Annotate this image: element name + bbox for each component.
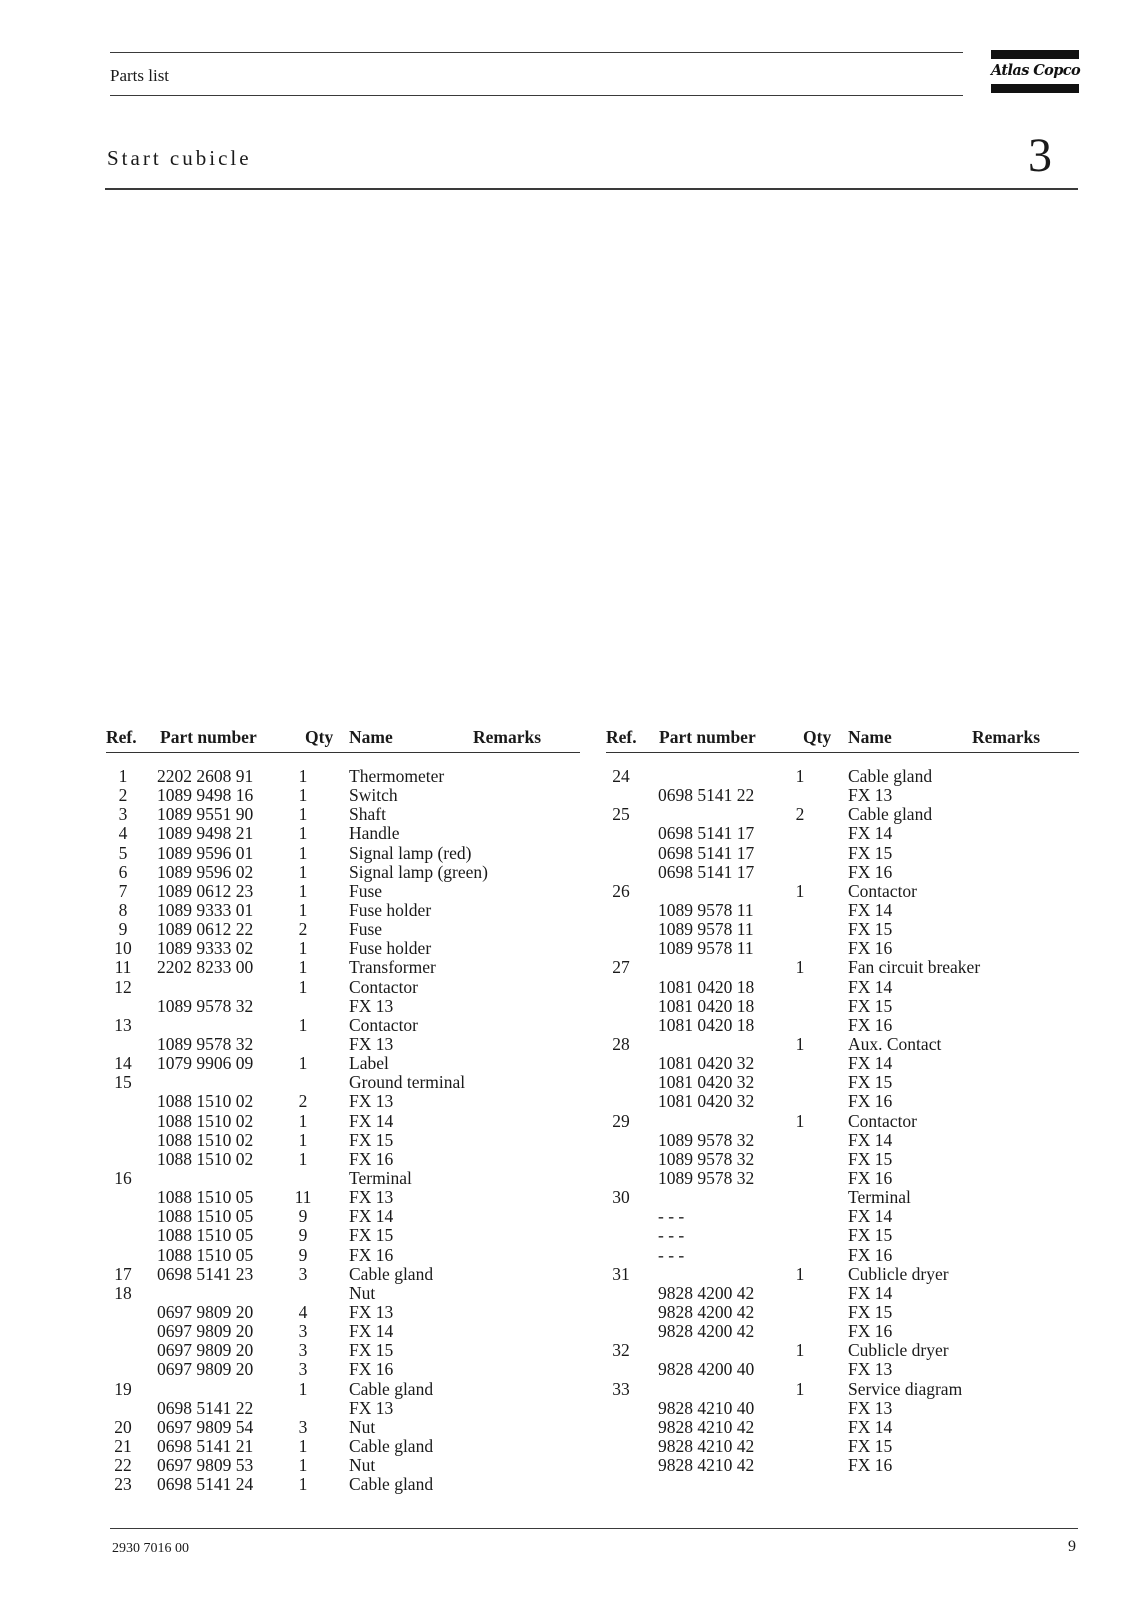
cell-part-number: 9828 4210 42 (658, 1435, 755, 1456)
cell-part-number: 0698 5141 22 (658, 785, 755, 806)
cell-name: FX 14 (848, 1206, 893, 1227)
cell-name: Cable gland (848, 804, 933, 825)
cell-part-number: 9828 4210 40 (658, 1397, 755, 1418)
cell-name: FX 16 (848, 1014, 893, 1035)
cell-part-number: 9828 4200 42 (658, 1321, 755, 1342)
cell-name: Contactor (848, 880, 918, 901)
header-ref: Ref. (106, 727, 137, 747)
cell-name: Nut (349, 1416, 376, 1437)
cell-part-number: 0698 5141 24 (157, 1474, 254, 1495)
cell-part-number: 1089 9498 21 (157, 823, 254, 844)
cell-ref: 17 (114, 1263, 132, 1284)
cell-name: Signal lamp (green) (349, 861, 488, 882)
cell-ref: 27 (612, 957, 630, 978)
cell-qty: 1 (795, 766, 805, 786)
header-remarks: Remarks (972, 727, 1041, 747)
cell-part-number: - - - (658, 1225, 685, 1246)
cell-qty: 3 (298, 1359, 308, 1380)
cell-name: Terminal (349, 1167, 412, 1188)
cell-qty: 1 (298, 1053, 308, 1074)
logo-top-bar (991, 50, 1079, 59)
header-name: Name (848, 727, 892, 747)
cell-name: FX 14 (848, 976, 893, 997)
cell-name: Fuse (349, 880, 383, 901)
cell-ref: 20 (114, 1416, 132, 1437)
cell-name: Thermometer (349, 766, 445, 786)
cell-qty: 1 (795, 1263, 805, 1284)
cell-ref: 11 (114, 957, 132, 978)
cell-qty: 3 (298, 1340, 308, 1361)
cell-qty: 1 (298, 899, 308, 920)
cell-name: FX 15 (848, 919, 893, 940)
cell-part-number: 1088 1510 02 (157, 1091, 254, 1112)
cell-qty: 1 (298, 842, 308, 863)
cell-qty: 1 (298, 957, 308, 978)
cell-name: FX 15 (848, 995, 893, 1016)
cell-ref: 18 (114, 1282, 132, 1303)
section-number: 3 (1028, 129, 1052, 182)
cell-name: FX 15 (848, 1225, 893, 1246)
cell-name: Transformer (349, 957, 436, 978)
cell-qty: 1 (298, 1455, 308, 1476)
cell-qty: 1 (298, 785, 308, 806)
cell-name: Contactor (848, 1110, 918, 1131)
cell-part-number: 1089 9578 32 (658, 1148, 755, 1169)
cell-part-number: 1088 1510 02 (157, 1148, 254, 1169)
cell-ref: 2 (118, 785, 128, 806)
cell-ref: 5 (118, 842, 128, 863)
cell-part-number: 1089 0612 23 (157, 880, 254, 901)
cell-name: FX 14 (848, 1053, 893, 1074)
cell-qty: 1 (298, 1435, 308, 1456)
cell-name: Fan circuit breaker (848, 957, 981, 978)
cell-name: FX 14 (349, 1321, 394, 1342)
table-header-rule (106, 752, 580, 753)
cell-qty: 1 (298, 1474, 308, 1495)
cell-name: Aux. Contact (848, 1033, 942, 1054)
table-header (106, 727, 580, 755)
cell-ref: 7 (118, 880, 128, 901)
cell-part-number: 1088 1510 02 (157, 1129, 254, 1150)
cell-name: Cublicle dryer (848, 1263, 949, 1284)
cell-ref: 21 (114, 1435, 132, 1456)
cell-ref: 31 (612, 1263, 630, 1284)
cell-name: Signal lamp (red) (349, 842, 472, 863)
parts-table-left (106, 727, 580, 1495)
cell-part-number: 1081 0420 18 (658, 995, 755, 1016)
cell-part-number: 1081 0420 18 (658, 976, 755, 997)
cell-name: Fuse holder (349, 938, 432, 959)
cell-part-number: 1081 0420 18 (658, 1014, 755, 1035)
cell-qty: 11 (294, 1187, 312, 1208)
cell-ref: 1 (118, 766, 128, 786)
header-bottom-rule (110, 95, 963, 96)
cell-part-number: 1081 0420 32 (658, 1053, 755, 1074)
cell-ref: 24 (612, 766, 630, 786)
cell-qty: 2 (298, 1091, 308, 1112)
cell-name: FX 13 (349, 1033, 394, 1054)
cell-ref: 28 (612, 1033, 630, 1054)
cell-name: Terminal (848, 1187, 911, 1208)
cell-part-number: 1089 9551 90 (157, 804, 254, 825)
cell-part-number: 9828 4210 42 (658, 1416, 755, 1437)
cell-name: Cublicle dryer (848, 1340, 949, 1361)
cell-name: FX 13 (349, 1091, 394, 1112)
cell-name: Switch (349, 785, 398, 806)
cell-name: FX 16 (848, 1244, 893, 1265)
cell-name: Cable gland (349, 1378, 434, 1399)
header-part-number: Part number (160, 727, 257, 747)
cell-part-number: 1089 9578 32 (157, 995, 254, 1016)
cell-qty: 1 (298, 823, 308, 844)
cell-part-number: 0698 5141 17 (658, 861, 755, 882)
cell-part-number: 0697 9809 20 (157, 1321, 254, 1342)
cell-part-number: 1089 9578 11 (658, 938, 754, 959)
cell-qty: 1 (298, 976, 308, 997)
cell-qty: 2 (298, 919, 308, 940)
cell-part-number: 0697 9809 54 (157, 1416, 254, 1437)
header-qty: Qty (305, 727, 334, 747)
cell-name: FX 14 (349, 1110, 394, 1131)
cell-part-number: 1089 9578 32 (157, 1033, 254, 1054)
cell-ref: 22 (114, 1455, 132, 1476)
cell-part-number: 9828 4200 42 (658, 1282, 755, 1303)
cell-name: FX 15 (848, 1435, 893, 1456)
cell-qty: 1 (795, 957, 805, 978)
cell-name: Nut (349, 1282, 376, 1303)
cell-ref: 30 (612, 1187, 630, 1208)
cell-name: Contactor (349, 1014, 419, 1035)
cell-part-number: 1089 9333 01 (157, 899, 254, 920)
cell-qty: 1 (298, 1378, 308, 1399)
cell-part-number: 1089 9596 02 (157, 861, 254, 882)
cell-ref: 13 (114, 1014, 132, 1035)
cell-ref: 14 (114, 1053, 132, 1074)
cell-part-number: 0698 5141 17 (658, 823, 755, 844)
cell-qty: 3 (298, 1263, 308, 1284)
cell-part-number: 1089 9333 02 (157, 938, 254, 959)
header-part-number: Part number (659, 727, 756, 747)
cell-qty: 2 (795, 804, 805, 825)
cell-qty: 9 (298, 1225, 308, 1246)
document-number: 2930 7016 00 (112, 1541, 189, 1556)
cell-part-number: 1088 1510 05 (157, 1206, 254, 1227)
cell-name: FX 15 (848, 1148, 893, 1169)
cell-qty: 1 (298, 938, 308, 959)
cell-part-number: 1088 1510 02 (157, 1110, 254, 1131)
cell-name: Fuse holder (349, 899, 432, 920)
parts-table-right (606, 727, 1079, 1476)
cell-qty: 1 (298, 1148, 308, 1169)
cell-part-number: 9828 4200 40 (658, 1359, 755, 1380)
cell-part-number: 0697 9809 53 (157, 1455, 254, 1476)
cell-part-number: - - - (658, 1244, 685, 1265)
cell-part-number: 1089 9498 16 (157, 785, 254, 806)
cell-name: FX 15 (349, 1225, 394, 1246)
cell-name: FX 13 (349, 1187, 394, 1208)
cell-name: FX 16 (848, 1091, 893, 1112)
cell-part-number: 1089 9578 11 (658, 899, 754, 920)
cell-qty: 1 (298, 1110, 308, 1131)
cell-ref: 16 (114, 1167, 132, 1188)
logo-bottom-bar (991, 84, 1079, 93)
cell-ref: 3 (118, 804, 128, 825)
cell-name: FX 13 (848, 1359, 893, 1380)
cell-part-number: 0697 9809 20 (157, 1340, 254, 1361)
cell-name: FX 15 (848, 1072, 893, 1093)
cell-ref: 23 (114, 1474, 132, 1495)
cell-name: FX 14 (848, 1416, 893, 1437)
cell-name: FX 16 (848, 861, 893, 882)
cell-name: FX 15 (349, 1340, 394, 1361)
cell-part-number: 1089 0612 22 (157, 919, 254, 940)
header-top-rule (110, 52, 963, 53)
section-title: Start cubicle (107, 146, 252, 170)
header-name: Name (349, 727, 393, 747)
cell-name: FX 16 (848, 938, 893, 959)
cell-qty: 1 (795, 880, 805, 901)
footer-rule (110, 1528, 1078, 1529)
cell-name: FX 14 (848, 823, 893, 844)
cell-part-number: 1089 9578 11 (658, 919, 754, 940)
header-ref: Ref. (606, 727, 637, 747)
cell-part-number: 1089 9596 01 (157, 842, 254, 863)
cell-qty: 1 (795, 1033, 805, 1054)
cell-part-number: 2202 8233 00 (157, 957, 254, 978)
cell-part-number: 9828 4210 42 (658, 1455, 755, 1476)
cell-ref: 9 (118, 919, 128, 940)
cell-name: Contactor (349, 976, 419, 997)
cell-part-number: 0698 5141 22 (157, 1397, 254, 1418)
cell-name: FX 14 (848, 1282, 893, 1303)
cell-name: FX 16 (848, 1321, 893, 1342)
cell-qty: 3 (298, 1321, 308, 1342)
cell-qty: 1 (298, 861, 308, 882)
cell-name: Ground terminal (349, 1072, 466, 1093)
cell-name: FX 13 (848, 1397, 893, 1418)
cell-qty: 1 (298, 804, 308, 825)
cell-ref: 25 (612, 804, 630, 825)
cell-ref: 10 (114, 938, 132, 959)
cell-ref: 6 (118, 861, 128, 882)
cell-name: FX 15 (848, 842, 893, 863)
cell-ref: 15 (114, 1072, 132, 1093)
cell-part-number: 1089 9578 32 (658, 1167, 755, 1188)
cell-name: FX 13 (349, 1397, 394, 1418)
header-qty: Qty (803, 727, 832, 747)
cell-part-number: 1088 1510 05 (157, 1225, 254, 1246)
cell-qty: 1 (795, 1378, 805, 1399)
cell-name: FX 14 (848, 899, 893, 920)
cell-part-number: 2202 2608 91 (157, 766, 254, 786)
cell-ref: 4 (118, 823, 128, 844)
cell-ref: 12 (114, 976, 132, 997)
cell-name: Fuse (349, 919, 383, 940)
cell-qty: 4 (298, 1301, 308, 1322)
cell-name: FX 14 (349, 1206, 394, 1227)
cell-name: Handle (349, 823, 400, 844)
cell-part-number: 1081 0420 32 (658, 1072, 755, 1093)
cell-qty: 1 (795, 1340, 805, 1361)
cell-name: FX 14 (848, 1129, 893, 1150)
brand-logo (991, 50, 1079, 93)
table-header-rule (606, 752, 1079, 753)
cell-qty: 1 (298, 1014, 308, 1035)
cell-qty: 3 (298, 1416, 308, 1437)
cell-ref: 33 (612, 1378, 630, 1399)
logo-wordmark: Atlas Copco (991, 62, 1081, 79)
cell-name: FX 16 (349, 1244, 394, 1265)
cell-part-number: 0698 5141 23 (157, 1263, 254, 1284)
cell-ref: 8 (118, 899, 128, 920)
table-header (606, 727, 1079, 755)
cell-part-number: - - - (658, 1206, 685, 1227)
cell-name: FX 13 (349, 995, 394, 1016)
cell-ref: 32 (612, 1340, 630, 1361)
cell-qty: 9 (298, 1206, 308, 1227)
cell-ref: 29 (612, 1110, 630, 1131)
cell-part-number: 1081 0420 32 (658, 1091, 755, 1112)
cell-part-number: 1088 1510 05 (157, 1187, 254, 1208)
cell-name: Label (349, 1053, 389, 1074)
cell-ref: 26 (612, 880, 630, 901)
cell-name: FX 16 (848, 1167, 893, 1188)
header-label: Parts list (110, 66, 170, 85)
cell-part-number: 0697 9809 20 (157, 1359, 254, 1380)
cell-qty: 1 (298, 880, 308, 901)
cell-name: Cable gland (848, 766, 933, 786)
cell-name: FX 13 (848, 785, 893, 806)
cell-name: Cable gland (349, 1263, 434, 1284)
cell-part-number: 1079 9906 09 (157, 1053, 254, 1074)
cell-name: Nut (349, 1455, 376, 1476)
cell-name: Cable gland (349, 1474, 434, 1495)
cell-qty: 9 (298, 1244, 308, 1265)
cell-ref: 19 (114, 1378, 132, 1399)
cell-name: FX 15 (848, 1301, 893, 1322)
cell-part-number: 9828 4200 42 (658, 1301, 755, 1322)
cell-name: FX 16 (349, 1148, 394, 1169)
cell-part-number: 0698 5141 21 (157, 1435, 254, 1456)
cell-name: FX 13 (349, 1301, 394, 1322)
cell-part-number: 0698 5141 17 (658, 842, 755, 863)
cell-part-number: 1088 1510 05 (157, 1244, 254, 1265)
page-number: 9 (1068, 1538, 1076, 1555)
cell-qty: 1 (298, 1129, 308, 1150)
cell-name: FX 15 (349, 1129, 394, 1150)
cell-qty: 1 (298, 766, 308, 786)
section-rule (105, 188, 1078, 190)
cell-name: FX 16 (349, 1359, 394, 1380)
cell-name: Cable gland (349, 1435, 434, 1456)
cell-part-number: 1089 9578 32 (658, 1129, 755, 1150)
cell-part-number: 0697 9809 20 (157, 1301, 254, 1322)
cell-name: Service diagram (848, 1378, 963, 1399)
cell-qty: 1 (795, 1110, 805, 1131)
cell-name: Shaft (349, 804, 386, 825)
header-remarks: Remarks (473, 727, 542, 747)
cell-name: FX 16 (848, 1455, 893, 1476)
